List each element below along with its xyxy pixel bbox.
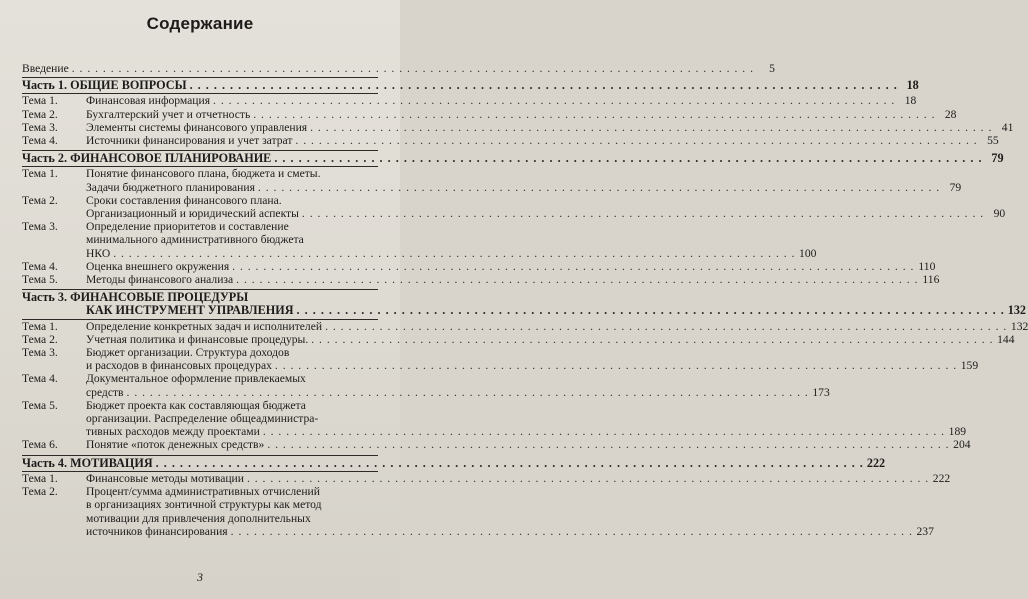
toc-topic-body <box>86 167 961 193</box>
toc-topic-title: Источники финансирования и учет затрат <box>86 134 293 148</box>
leader-dots <box>127 386 809 399</box>
toc-topic-title-line <box>86 359 978 372</box>
toc-part-label: Часть 3. ФИНАНСОВЫЕ ПРОЦЕДУРЫ <box>22 290 249 305</box>
toc-topic-title-line: мотивации для привлечения дополнительных <box>86 511 311 525</box>
toc-topic-title-line <box>86 121 1013 134</box>
toc-topic-title-line <box>86 247 816 260</box>
toc-part-label: Часть 1. ОБЩИЕ ВОПРОСЫ <box>22 78 187 93</box>
toc-part-label-line <box>22 303 1027 318</box>
leader-dots <box>247 472 929 485</box>
leader-dots <box>267 438 949 451</box>
toc-topic-body <box>86 260 935 273</box>
toc-topic-page: 90 <box>993 207 1006 221</box>
toc-topic-body <box>86 273 939 286</box>
toc-topic-page: 18 <box>904 94 917 108</box>
toc-topic-number: Тема 4. <box>22 134 58 148</box>
toc-topic-title: Задачи бюджетного планирования <box>86 180 255 194</box>
toc-topic-title: тивных расходов между проектами <box>86 425 260 439</box>
toc-part-label-2: КАК ИНСТРУМЕНТ УПРАВЛЕНИЯ <box>86 303 294 318</box>
toc-topic <box>22 319 1028 333</box>
toc-topic-page: 79 <box>949 180 962 194</box>
toc-topic-page: 116 <box>922 273 940 287</box>
toc-part-heading <box>22 150 1004 167</box>
toc-part-label-line <box>22 78 919 93</box>
toc-topic-title-line <box>86 320 1028 333</box>
toc-topic <box>22 167 962 194</box>
toc-topic-number: Тема 2. <box>22 332 58 346</box>
toc-topic-number: Тема 3. <box>22 220 58 234</box>
toc-topic-body <box>86 94 916 107</box>
toc-part-group <box>22 77 1014 148</box>
leader-dots <box>253 108 935 121</box>
toc-topic-page: 222 <box>932 471 951 485</box>
toc-topic-title-line <box>86 438 971 451</box>
toc-topic-title: Определение конкретных задач и исполнителей <box>86 319 323 333</box>
toc-topic <box>22 220 817 260</box>
toc-topic-page: 237 <box>916 524 934 538</box>
toc-topic-title-line <box>86 207 1005 220</box>
toc-topic-page: 144 <box>997 332 1015 346</box>
toc-part-label: Часть 4. МОТИВАЦИЯ <box>22 455 153 470</box>
toc-topic-number: Тема 6. <box>22 438 58 452</box>
leader-dots <box>302 207 984 220</box>
toc-topic-body <box>86 485 934 538</box>
toc-topic-page: 189 <box>948 425 967 439</box>
toc-topic-number: Тема 2. <box>22 485 58 499</box>
toc-topic-number: Тема 3. <box>22 346 58 360</box>
toc-part-page: 222 <box>866 455 886 470</box>
toc-topic <box>22 485 934 538</box>
toc-topic-title-line <box>86 386 830 399</box>
table-of-contents <box>22 62 1028 541</box>
toc-topic-title: Организационный и юридический аспекты <box>86 207 299 221</box>
leader-dots <box>297 304 1005 317</box>
toc-part-page: 132 <box>1007 303 1027 318</box>
toc-topic-title: и расходов в финансовых процедурах <box>86 359 272 373</box>
leader-dots <box>236 273 918 286</box>
toc-topic-body <box>86 372 830 398</box>
toc-part-group <box>22 289 1028 452</box>
toc-topic-number: Тема 3. <box>22 120 58 134</box>
toc-topic-title-line: Бюджет проекта как составляющая бюджета <box>86 398 306 412</box>
toc-topic-title: Бухгалтерский учет и отчетность <box>86 107 251 121</box>
toc-topic-body <box>86 220 816 260</box>
toc-topic-title-line: Процент/сумма административных отчислений <box>86 485 320 499</box>
toc-topic <box>22 259 936 273</box>
toc-topic-body <box>86 399 966 439</box>
toc-topic-title-line <box>86 108 956 121</box>
toc-topic-title-line <box>86 181 961 194</box>
toc-topic-number: Тема 4. <box>22 372 58 386</box>
toc-topic-title-line: Бюджет организации. Структура доходов <box>86 346 290 360</box>
toc-topic <box>22 273 940 287</box>
toc-topic <box>22 346 979 373</box>
toc-part-group <box>22 455 951 538</box>
toc-topic-number: Тема 2. <box>22 193 58 207</box>
leader-dots <box>295 134 977 147</box>
toc-topic <box>22 471 951 485</box>
toc-topic-title-line <box>86 260 935 273</box>
toc-topic-body <box>86 134 999 147</box>
toc-topic-number: Тема 4. <box>22 259 58 273</box>
toc-topic-number: Тема 1. <box>22 94 58 108</box>
leader-dots <box>275 359 957 372</box>
toc-part-label: Часть 2. ФИНАНСОВОЕ ПЛАНИРОВАНИЕ <box>22 151 272 166</box>
toc-topic-body <box>86 194 1005 220</box>
toc-topic <box>22 438 971 452</box>
toc-topic-title: Учетная политика и финансовые процедуры. <box>86 332 309 346</box>
toc-topic-title-line <box>86 333 1014 346</box>
leader-dots <box>156 457 864 470</box>
toc-topic-title: Оценка внешнего окружения <box>86 259 230 273</box>
toc-part-page: 79 <box>991 151 1004 166</box>
toc-topic-title: НКО <box>86 246 111 260</box>
toc-part-heading <box>22 289 1027 319</box>
leader-dots <box>213 94 895 107</box>
toc-part-page: 18 <box>906 78 919 93</box>
leader-dots <box>311 333 993 346</box>
leader-dots <box>325 320 1007 333</box>
toc-topic-body <box>86 121 1013 134</box>
toc-topic-page: 173 <box>812 385 830 399</box>
toc-topic-title-line: минимального административного бюджета <box>86 233 304 247</box>
toc-part-heading <box>22 455 886 472</box>
leader-dots <box>310 121 992 134</box>
toc-topic-body <box>86 438 971 451</box>
toc-intro <box>22 62 775 75</box>
toc-topic-page: 159 <box>960 359 979 373</box>
toc-topic-number: Тема 5. <box>22 398 58 412</box>
toc-topic-title-line <box>86 273 939 286</box>
toc-topic-page: 28 <box>944 107 957 121</box>
toc-topic-title: источников финансирования <box>86 524 228 538</box>
page-title: Содержание <box>146 14 254 33</box>
toc-topic-title-line <box>86 94 916 107</box>
toc-topic-page: 55 <box>987 134 999 148</box>
leader-dots <box>263 425 945 438</box>
toc-part-heading <box>22 77 919 94</box>
toc-topic-title-line: организации. Распределение общеадминистра- <box>86 412 319 426</box>
toc-topic-title: средств <box>86 385 124 399</box>
leader-dots <box>274 152 982 165</box>
toc-topic-title: Финансовые методы мотивации <box>86 471 244 485</box>
toc-topic-title-line: Сроки составления финансового плана. <box>86 193 282 207</box>
toc-intro-page: 5 <box>769 62 775 75</box>
toc-intro-label: Введение <box>22 62 69 75</box>
toc-topic-title: Финансовая информация <box>86 94 211 108</box>
toc-topic-body <box>86 320 1028 333</box>
toc-topic-title-line: Понятие финансового плана, бюджета и сметы. <box>86 167 321 181</box>
toc-topic-page: 100 <box>799 246 817 260</box>
leader-dots <box>258 181 940 194</box>
toc-topic <box>22 372 830 399</box>
leader-dots <box>232 260 914 273</box>
toc-topic-title-line <box>86 472 950 485</box>
toc-topic-title: Методы финансового анализа <box>86 273 234 287</box>
toc-topic-number: Тема 1. <box>22 471 58 485</box>
toc-topic-body <box>86 346 978 372</box>
toc-part-label-line <box>22 151 1004 166</box>
toc-topic-page: 204 <box>953 438 971 452</box>
toc-topic-title-line: в организациях зонтичной структуры как метод <box>86 498 322 512</box>
leader-dots <box>190 79 898 92</box>
toc-topic-number: Тема 1. <box>22 319 58 333</box>
toc-part-group <box>22 150 1006 287</box>
toc-topic <box>22 134 999 148</box>
toc-topic <box>22 398 967 439</box>
page-number: 3 <box>197 570 203 584</box>
toc-topic-title-line: Документальное оформление привлекаемых <box>86 372 306 386</box>
toc-topic-page: 110 <box>918 259 936 273</box>
toc-topic <box>22 332 1015 346</box>
toc-topic-title-line: Определение приоритетов и составление <box>86 220 289 234</box>
toc-topic-number: Тема 2. <box>22 107 58 121</box>
toc-topic <box>22 120 1014 134</box>
toc-topic-title-line <box>86 525 934 538</box>
toc-topic-number: Тема 5. <box>22 273 58 287</box>
leader-dots <box>72 62 754 75</box>
toc-topic-body <box>86 333 1014 346</box>
leader-dots <box>231 525 913 538</box>
leader-dots <box>113 247 795 260</box>
toc-topic-body <box>86 472 950 485</box>
toc-topic-page: 132 <box>1010 319 1028 333</box>
toc-topic-body <box>86 108 956 121</box>
toc-topic <box>22 107 957 121</box>
toc-topic-title: Понятие «поток денежных средств» <box>86 438 265 452</box>
toc-topic-title-line <box>86 425 966 438</box>
toc-topic-title: Элементы системы финансового управления <box>86 120 308 134</box>
toc-part-label-line <box>22 455 886 470</box>
toc-topic <box>22 193 1006 221</box>
toc-topic <box>22 94 917 108</box>
toc-topic-title-line <box>86 134 999 147</box>
toc-topic-page: 41 <box>1001 120 1014 134</box>
toc-topic-number: Тема 1. <box>22 167 58 181</box>
